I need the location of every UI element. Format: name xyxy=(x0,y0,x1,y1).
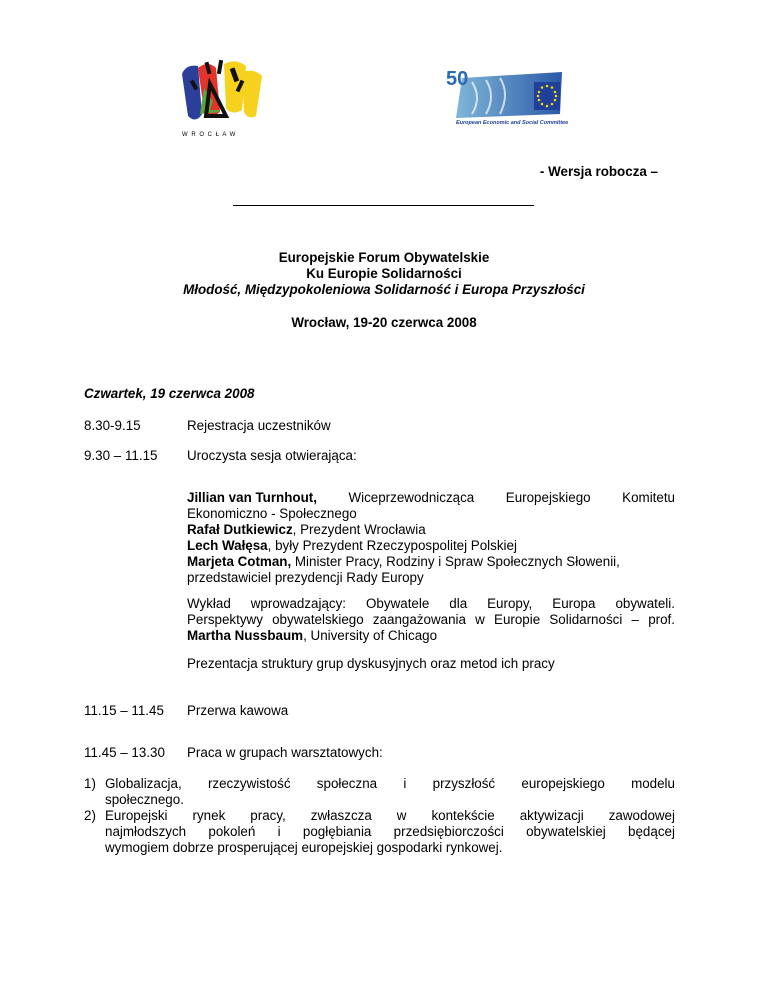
workshop-word: kontekście xyxy=(431,808,495,823)
agenda-label-1: Rejestracja uczestników xyxy=(187,418,331,433)
list-item-line xyxy=(105,824,675,840)
workshop-word: rzeczywistość xyxy=(207,776,291,791)
workshop-word: będącej xyxy=(628,824,675,839)
eesc-logo-text: European Economic and Social Committee xyxy=(456,120,569,126)
workshop-word: społeczna xyxy=(316,776,378,791)
speaker-1-role-b: Europejskiego xyxy=(505,490,591,505)
speaker-1-role-line-2: Ekonomiczno - Społecznego xyxy=(187,506,357,521)
lecture-word: Europy, xyxy=(487,596,533,611)
wroclaw-logo-graphic xyxy=(176,54,268,144)
agenda-label-2: Uroczysta sesja otwierająca: xyxy=(187,448,357,463)
workshop-word: rynek xyxy=(192,808,226,823)
workshop-word: Globalizacja, xyxy=(105,776,182,791)
list-item xyxy=(84,808,675,856)
lecture-word: prof. xyxy=(648,612,675,627)
lecture-word: Solidarności xyxy=(549,612,623,627)
agenda-time-4: 11.45 – 13.30 xyxy=(84,745,165,760)
workshop-word: zawodowej xyxy=(608,808,675,823)
lecture-speaker-affiliation: , University of Chicago xyxy=(303,628,438,643)
event-date: Wrocław, 19-20 czerwca 2008 xyxy=(291,315,477,330)
list-item-line xyxy=(105,808,675,824)
speakers-block xyxy=(187,490,675,586)
lecture-word: obywatelskiego xyxy=(272,612,364,627)
workshop-word: aktywizacji xyxy=(519,808,584,823)
lecture-line-2 xyxy=(187,612,675,628)
speaker-1-name: Jillian van Turnhout, xyxy=(187,490,317,505)
agenda-label-4: Praca w grupach warsztatowych: xyxy=(187,745,383,760)
workshop-word: przedsiębiorczości xyxy=(393,824,504,839)
lecture-word: wprowadzający: xyxy=(250,596,347,611)
presentation-text: Prezentacja struktury grup dyskusyjnych oraz metod ich pracy xyxy=(187,656,555,671)
agenda-time-2: 9.30 – 11.15 xyxy=(84,448,158,463)
lecture-block xyxy=(187,596,675,644)
speaker-2-role: , Prezydent Wrocławia xyxy=(292,522,426,537)
workshop-word: najmłodszych xyxy=(105,824,187,839)
workshop-word: i xyxy=(403,776,407,791)
lecture-line-1 xyxy=(187,596,675,612)
header-line-2: Ku Europie Solidarności xyxy=(306,266,462,281)
list-item xyxy=(84,776,675,808)
lecture-word: Europie xyxy=(494,612,541,627)
lecture-word: obywateli. xyxy=(615,596,675,611)
day-heading: Czwartek, 19 czerwca 2008 xyxy=(84,386,255,401)
speaker-1-line-1 xyxy=(187,490,675,506)
lecture-word: Wykład xyxy=(187,596,231,611)
speaker-3-name: Lech Wałęsa xyxy=(187,538,268,553)
speaker-3 xyxy=(187,538,675,554)
wroclaw-logo-text: W R O C Ł A W xyxy=(182,132,237,138)
lecture-word: Europa xyxy=(552,596,596,611)
workshop-word: pracy, xyxy=(250,808,286,823)
lecture-word: zaangażowania xyxy=(372,612,466,627)
speaker-1-role-c: Komitetu xyxy=(622,490,675,505)
workshop-word: europejskiego xyxy=(521,776,605,791)
wroclaw-logo xyxy=(176,54,268,144)
workshop-word: modelu xyxy=(631,776,675,791)
lecture-speaker-name: Martha Nussbaum xyxy=(187,628,304,643)
draft-label: - Wersja robocza – xyxy=(539,164,658,179)
list-item-line: wymogiem dobrze prosperującej europejskiej gospodarki rynkowej. xyxy=(105,840,503,855)
speaker-4 xyxy=(187,554,675,570)
lecture-word: – xyxy=(631,612,639,627)
workshop-word: przyszłość xyxy=(432,776,496,791)
list-item-number: 2) xyxy=(84,808,96,823)
workshop-word: obywatelskiej xyxy=(526,824,606,839)
workshop-word: w xyxy=(396,808,407,823)
speaker-2 xyxy=(187,522,675,538)
agenda-label-3: Przerwa kawowa xyxy=(187,703,289,718)
lecture-word: dla xyxy=(449,596,468,611)
agenda-time-1: 8.30-9.15 xyxy=(84,418,141,433)
speaker-4-role: Minister Pracy, Rodziny i Spraw Społecznych Słowenii, xyxy=(291,554,620,569)
list-item-line: społecznego. xyxy=(105,792,184,807)
header-divider xyxy=(233,205,534,206)
workshop-word: i xyxy=(277,824,281,839)
lecture-speaker xyxy=(187,628,675,644)
speaker-4-name: Marjeta Cotman, xyxy=(187,554,292,569)
workshop-list xyxy=(84,776,675,856)
header-line-1: Europejskie Forum Obywatelskie xyxy=(278,250,490,265)
lecture-word: w xyxy=(475,612,485,627)
lecture-word: Obywatele xyxy=(366,596,430,611)
list-item-number: 1) xyxy=(84,776,96,791)
speaker-3-role: , były Prezydent Rzeczypospolitej Polskiej xyxy=(267,538,517,553)
workshop-word: zwłaszcza xyxy=(310,808,372,823)
workshop-word: pogłębiania xyxy=(302,824,372,839)
speaker-2-name: Rafał Dutkiewicz xyxy=(187,522,293,537)
agenda-time-3: 11.15 – 11.45 xyxy=(84,703,164,718)
list-item-line xyxy=(105,776,675,792)
speaker-4-role-line-2: przedstawiciel prezydencji Rady Europy xyxy=(187,570,424,585)
document-header xyxy=(0,250,768,298)
eesc-logo xyxy=(442,68,592,130)
workshop-word: pokoleń xyxy=(208,824,256,839)
header-line-3: Młodość, Międzypokoleniowa Solidarność i Europa Przyszłości xyxy=(183,282,585,297)
eesc-logo-number: 50 xyxy=(446,68,469,90)
workshop-word: Europejski xyxy=(105,808,168,823)
lecture-word: Perspektywy xyxy=(187,612,263,627)
speaker-1-role-a: Wiceprzewodnicząca xyxy=(348,490,475,505)
